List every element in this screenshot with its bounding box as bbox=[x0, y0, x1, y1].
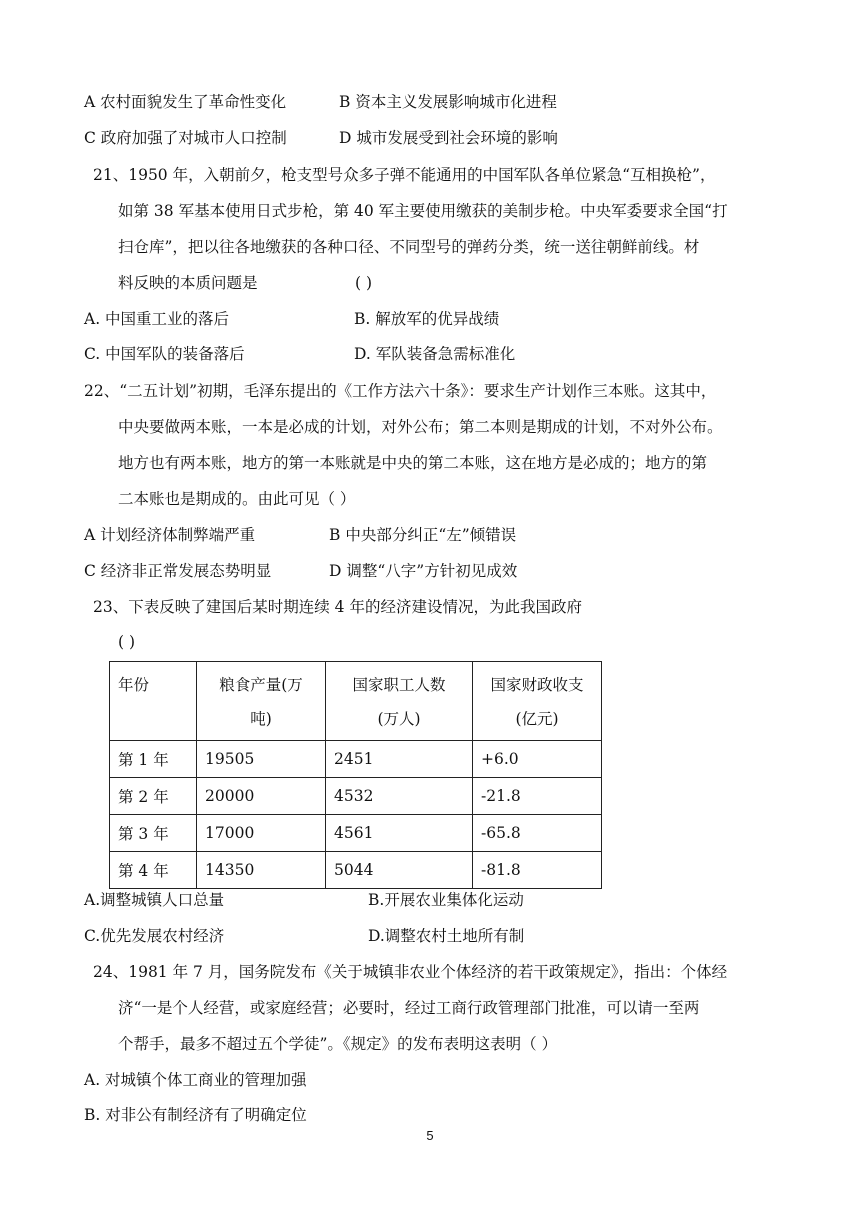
q21-line-1: 21、1950 年，入朝前夕，枪支型号众多子弹不能通用的中国军队各单位紧急“互相换枪”， bbox=[93, 166, 716, 184]
q21-option-a: A. 中国重工业的落后 bbox=[84, 310, 230, 328]
table-cell: 第 4 年 bbox=[110, 852, 197, 889]
table-row bbox=[110, 815, 602, 852]
table-cell: 20000 bbox=[197, 778, 326, 815]
q20-option-b: B 资本主义发展影响城市化进程 bbox=[339, 93, 557, 111]
q24-line-1: 24、1981 年 7 月，国务院发布《关于城镇非农业个体经济的若干政策规定》，指出：个体经 bbox=[93, 963, 728, 981]
q22-line-2: 中央要做两本账，一本是必成的计划，对外公布；第二本则是期成的计划，不对外公布。 bbox=[118, 418, 723, 436]
q22-line-4: 二本账也是期成的。由此可见（ ） bbox=[118, 490, 356, 508]
table-cell: -21.8 bbox=[473, 778, 602, 815]
q20-option-c: C 政府加强了对城市人口控制 bbox=[84, 129, 287, 147]
q23-option-c: C.优先发展农村经济 bbox=[84, 927, 225, 945]
header-finance bbox=[473, 662, 602, 741]
header-grain-line-2: 吨) bbox=[250, 710, 272, 728]
header-year bbox=[110, 662, 197, 741]
header-workers-line-1: 国家职工人数 bbox=[352, 676, 446, 694]
q22-option-d: D 调整“八字”方针初见成效 bbox=[329, 562, 518, 580]
table-cell: 5044 bbox=[326, 852, 473, 889]
table-cell: 2451 bbox=[326, 741, 473, 778]
q21-answer-bracket: ( ) bbox=[355, 274, 373, 292]
table-cell: 17000 bbox=[197, 815, 326, 852]
q23-option-b: B.开展农业集体化运动 bbox=[368, 891, 524, 909]
table-row bbox=[110, 852, 602, 889]
q21-line-2: 如第 38 军基本使用日式步枪，第 40 军主要使用缴获的美制步枪。中央军委要求全国“打 bbox=[118, 202, 728, 220]
economic-data-table bbox=[109, 661, 602, 889]
q21-option-c: C. 中国军队的装备落后 bbox=[84, 345, 245, 363]
q22-option-c: C 经济非正常发展态势明显 bbox=[84, 562, 272, 580]
table-cell: 14350 bbox=[197, 852, 326, 889]
table-cell: 第 3 年 bbox=[110, 815, 197, 852]
header-finance-line-1: 国家财政收支 bbox=[490, 676, 584, 694]
q23-line-1: 23、下表反映了建国后某时期连续 4 年的经济建设情况，为此我国政府 bbox=[93, 598, 582, 616]
q21-line-3: 扫仓库”，把以往各地缴获的各种口径、不同型号的弹药分类，统一送往朝鲜前线。材 bbox=[118, 238, 700, 256]
table-row bbox=[110, 741, 602, 778]
header-grain-line-1: 粮食产量(万 bbox=[219, 676, 303, 694]
q24-option-a: A. 对城镇个体工商业的管理加强 bbox=[84, 1071, 307, 1089]
q23-answer-bracket: ( ) bbox=[118, 633, 136, 651]
q22-line-1: 22、“二五计划”初期，毛泽东提出的《工作方法六十条》：要求生产计划作三本账。这其中， bbox=[84, 382, 717, 400]
q23-option-a: A.调整城镇人口总量 bbox=[84, 891, 225, 909]
table-cell: +6.0 bbox=[473, 741, 602, 778]
header-grain bbox=[197, 662, 326, 741]
header-finance-line-2: (亿元) bbox=[515, 710, 559, 728]
table-cell: 4561 bbox=[326, 815, 473, 852]
q24-line-2: 济“一是个人经营，或家庭经营；必要时，经过工商行政管理部门批准，可以请一至两 bbox=[118, 999, 700, 1017]
table-cell: -65.8 bbox=[473, 815, 602, 852]
table-cell: 4532 bbox=[326, 778, 473, 815]
q22-option-a: A 计划经济体制弊端严重 bbox=[84, 526, 256, 544]
q20-option-d: D 城市发展受到社会环境的影响 bbox=[339, 129, 558, 147]
table-cell: 第 1 年 bbox=[110, 741, 197, 778]
q21-option-d: D. 军队装备急需标准化 bbox=[354, 345, 516, 363]
q21-option-b: B. 解放军的优异战绩 bbox=[354, 310, 500, 328]
table-cell: 19505 bbox=[197, 741, 326, 778]
q24-line-3: 个帮手，最多不超过五个学徒”。《规定》的发布表明这表明（ ） bbox=[118, 1035, 558, 1053]
q22-option-b: B 中央部分纠正“左”倾错误 bbox=[329, 526, 517, 544]
table-row bbox=[110, 778, 602, 815]
page-number: 5 bbox=[426, 1128, 434, 1143]
q24-option-b: B. 对非公有制经济有了明确定位 bbox=[84, 1106, 307, 1124]
header-workers-line-2: (万人) bbox=[377, 710, 421, 728]
q23-option-d: D.调整农村土地所有制 bbox=[368, 927, 525, 945]
header-workers bbox=[326, 662, 473, 741]
table-cell: -81.8 bbox=[473, 852, 602, 889]
q20-option-a: A 农村面貌发生了革命性变化 bbox=[84, 93, 287, 111]
table-cell: 第 2 年 bbox=[110, 778, 197, 815]
q21-line-4: 料反映的本质问题是 bbox=[118, 274, 258, 292]
table-header-row bbox=[110, 662, 602, 741]
q22-line-3: 地方也有两本账，地方的第一本账就是中央的第二本账，这在地方是必成的；地方的第 bbox=[118, 454, 708, 472]
header-year-label: 年份 bbox=[118, 676, 150, 694]
